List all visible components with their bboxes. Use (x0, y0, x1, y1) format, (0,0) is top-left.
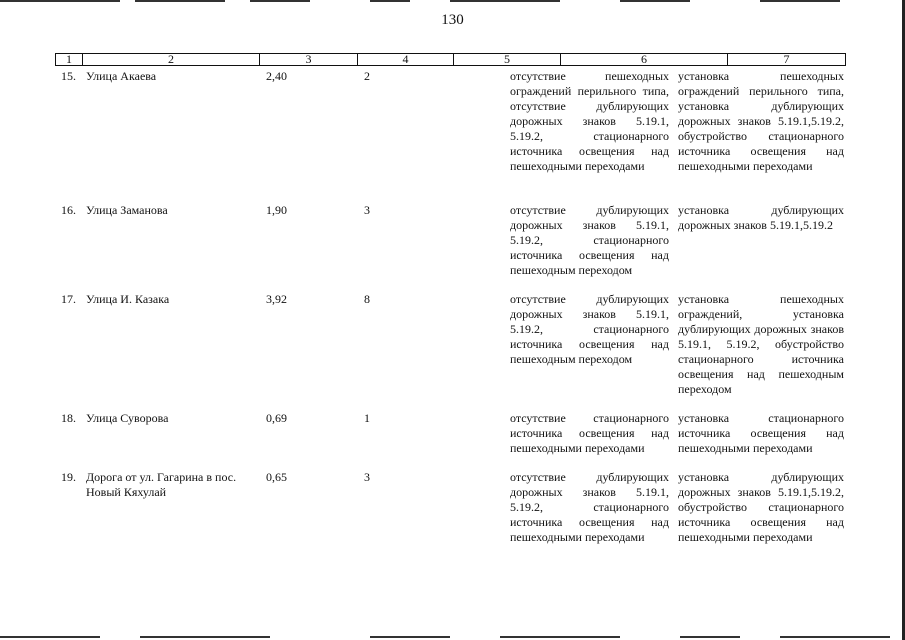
action-text: установка дублирующих дорожных знаков 5.19.1,5.19.2 (678, 203, 844, 232)
page-bottom-edge (0, 636, 905, 638)
road-name: Улица Суворова (86, 411, 169, 425)
road-length: 0,69 (266, 411, 287, 425)
crossing-count: 1 (364, 411, 370, 425)
road-length: 0,65 (266, 470, 287, 484)
road-length: 3,92 (266, 292, 287, 306)
road-length: 2,40 (266, 69, 287, 83)
row-number: 19. (61, 470, 76, 484)
header-col-7: 7 (783, 52, 790, 66)
row-number: 16. (61, 203, 76, 217)
action-text: установка пешеходных ограждений перильного типа, установка дублирующих дорожных знаков 5.19.1,5.19.2, обустройство стационарного источника освещения над пешеходными переходами (678, 69, 844, 173)
crossing-count: 3 (364, 203, 370, 217)
road-name: Дорога от ул. Гагарина в пос. Новый Кяхулай (86, 470, 237, 499)
row-number: 18. (61, 411, 76, 425)
road-name: Улица Акаева (86, 69, 157, 83)
problem-text: отсутствие дублирующих дорожных знаков 5.19.1, 5.19.2, стационарного источника освещения над пешеходным переходом (510, 292, 669, 366)
row-number: 15. (61, 69, 76, 83)
page-top-edge (0, 0, 905, 2)
road-name: Улица И. Казака (86, 292, 170, 306)
action-text: установка стационарного источника освещения над пешеходными переходами (678, 411, 844, 455)
crossing-count: 2 (364, 69, 370, 83)
header-col-6: 6 (561, 54, 728, 65)
action-text: установка дублирующих дорожных знаков 5.19.1,5.19.2, обустройство стационарного источника освещения над пешеходными переходами (678, 470, 844, 544)
header-col-3: 3 (260, 54, 358, 65)
road-length: 1,90 (266, 203, 287, 217)
problem-text: отсутствие дублирующих дорожных знаков 5.19.1, 5.19.2, стационарного источника освещения над пешеходным переходом (510, 203, 669, 277)
problem-text: отсутствие дублирующих дорожных знаков 5.19.1, 5.19.2, стационарного источника освещения над пешеходными переходами (510, 470, 669, 544)
action-text: установка пешеходных ограждений, установка дублирующих дорожных знаков 5.19.1, 5.19.2, обустройство стационарного источника освещения над пешеходным переходом (678, 292, 844, 396)
road-name: Улица Заманова (86, 203, 168, 217)
crossing-count: 8 (364, 292, 370, 306)
header-col-2: 2 (83, 54, 260, 65)
header-col-5: 5 (454, 54, 561, 65)
header-col-1: 1 (56, 54, 83, 65)
page-number: 130 (441, 12, 464, 28)
problem-text: отсутствие пешеходных ограждений перильного типа, отсутствие дублирующих дорожных знаков 5.19.1, 5.19.2, стационарного источника освещения над пешеходными переходами (510, 69, 669, 173)
row-number: 17. (61, 292, 76, 306)
crossing-count: 3 (364, 470, 370, 484)
header-col-4: 4 (358, 54, 454, 65)
table-header-row (55, 53, 846, 66)
problem-text: отсутствие стационарного источника освещения над пешеходными переходами (510, 411, 669, 455)
